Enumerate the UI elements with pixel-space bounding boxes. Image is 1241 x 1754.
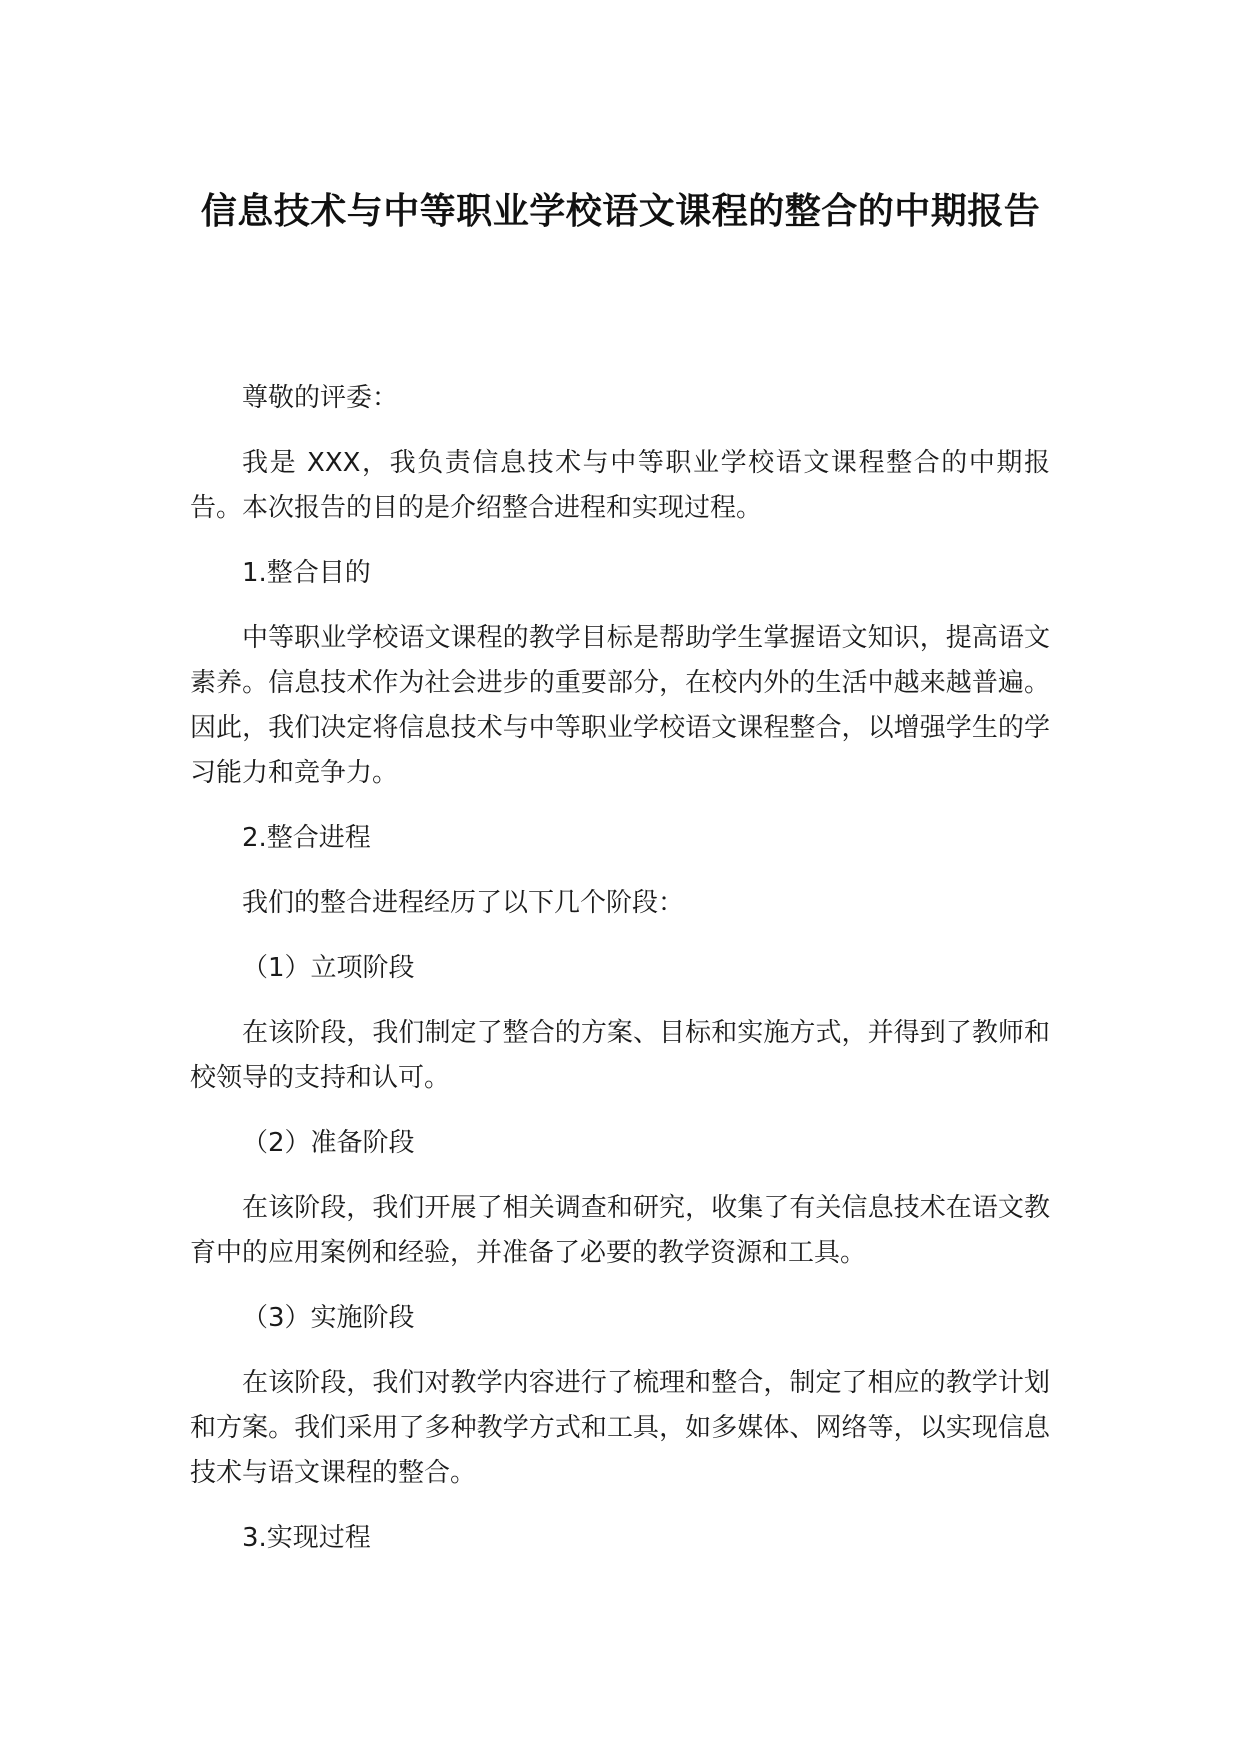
progress-intro-paragraph: 我们的整合进程经历了以下几个阶段： (242, 888, 685, 918)
section-heading-progress: 2.整合进程 (242, 823, 371, 853)
stage-heading-preparation: （2）准备阶段 (242, 1128, 415, 1158)
salutation: 尊敬的评委： (242, 383, 399, 413)
section-heading-process: 3.实现过程 (242, 1523, 371, 1553)
section-heading-purpose: 1.整合目的 (242, 558, 371, 588)
stage-heading-implementation: （3）实施阶段 (242, 1303, 415, 1333)
document-body (190, 376, 1050, 1581)
stage-preparation-paragraph: 在该阶段，我们开展了相关调查和研究，收集了有关信息技术在语文教育中的应用案例和经验，并准备了必要的教学资源和工具。 (190, 1193, 1050, 1268)
document-title: 信息技术与中等职业学校语文课程的整合的中期报告 (200, 191, 1041, 232)
stage-implementation-paragraph: 在该阶段，我们对教学内容进行了梳理和整合，制定了相应的教学计划和方案。我们采用了多种教学方式和工具，如多媒体、网络等，以实现信息技术与语文课程的整合。 (190, 1368, 1050, 1488)
stage-heading-initiation: （1）立项阶段 (242, 953, 415, 983)
stage-initiation-paragraph: 在该阶段，我们制定了整合的方案、目标和实施方式，并得到了教师和校领导的支持和认可。 (190, 1018, 1050, 1093)
purpose-paragraph: 中等职业学校语文课程的教学目标是帮助学生掌握语文知识，提高语文素养。信息技术作为社会进步的重要部分，在校内外的生活中越来越普遍。因此，我们决定将信息技术与中等职业学校语文课程整合，以增强学生的学习能力和竞争力。 (190, 623, 1050, 788)
intro-paragraph: 我是 XXX，我负责信息技术与中等职业学校语文课程整合的中期报告。本次报告的目的是介绍整合进程和实现过程。 (190, 448, 1050, 523)
